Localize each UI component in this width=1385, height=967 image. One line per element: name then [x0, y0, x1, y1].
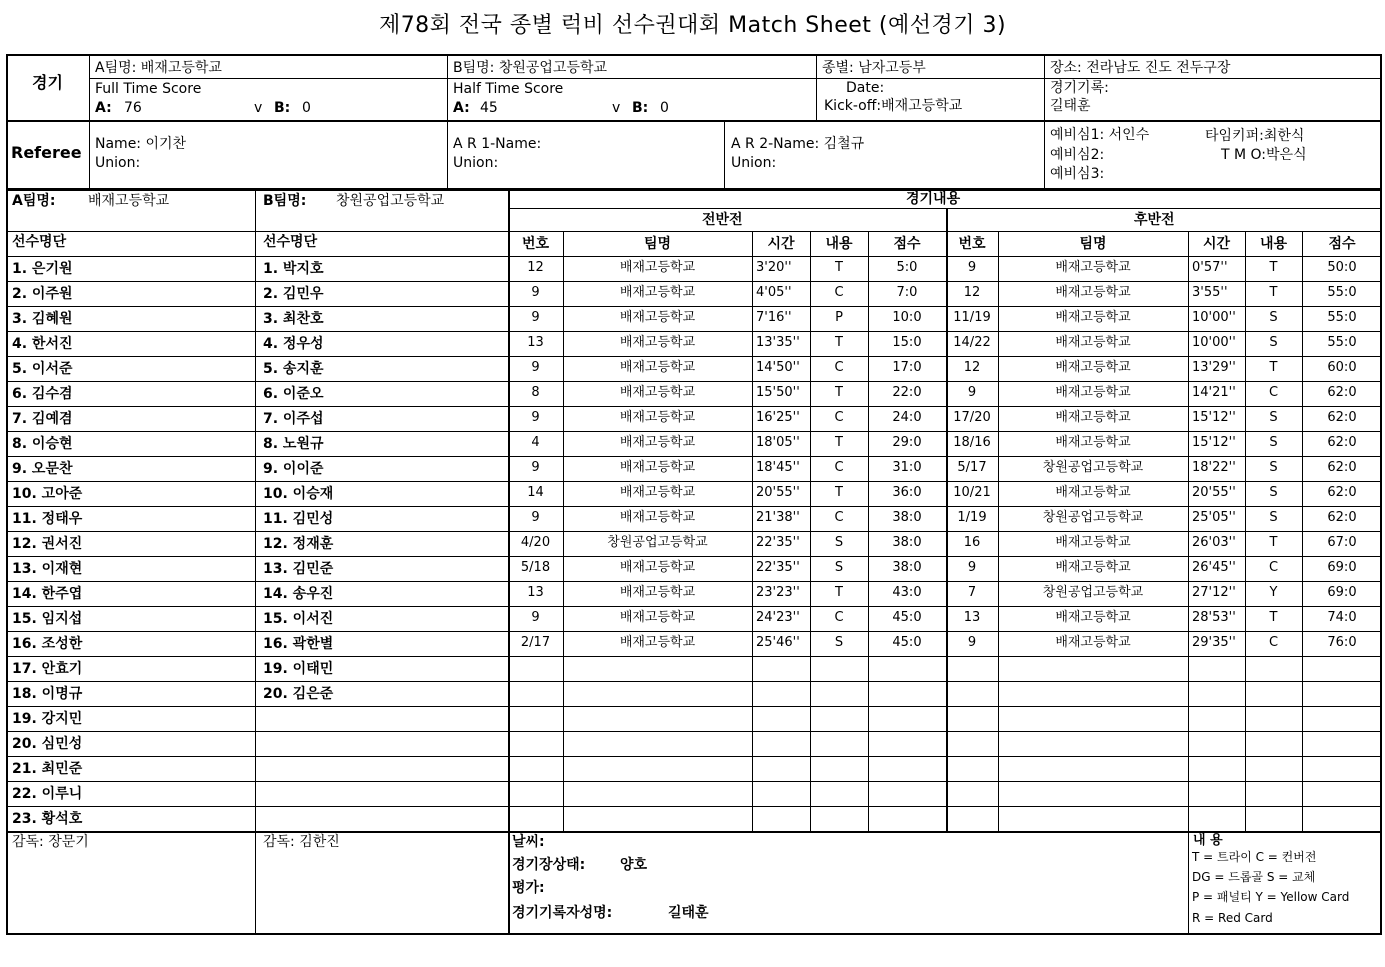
second-half-event-type: S	[1269, 510, 1278, 525]
second-half-event-type: S	[1269, 460, 1278, 475]
first-half-event-score: 29:0	[892, 435, 922, 450]
b-player: 15. 이서진	[263, 611, 334, 627]
second-half-event-team: 배재고등학교	[1055, 260, 1131, 275]
first-half-event-type: C	[834, 460, 844, 475]
second-half-event-time: 10'00''	[1192, 310, 1236, 325]
full-time-b-score: 0	[302, 100, 311, 116]
second-half-col-header: 시간	[1202, 236, 1231, 252]
half-time-b-label: B:	[632, 100, 649, 116]
first-half-event-team: 배재고등학교	[619, 335, 696, 350]
first-half-event-time: 18'45''	[756, 460, 800, 475]
first-half-event-score: 17:0	[892, 360, 922, 375]
first-half-event-number: 9	[531, 510, 540, 525]
second-half-event-team: 배재고등학교	[1055, 485, 1131, 500]
second-half-event-time: 18'22''	[1192, 460, 1236, 475]
b-player: 7. 이주섭	[263, 411, 324, 427]
first-half-event-team: 배재고등학교	[619, 460, 696, 475]
second-half-event-time: 29'35''	[1192, 635, 1236, 650]
weather-label: 날씨:	[512, 834, 545, 850]
second-half-event-time: 10'00''	[1192, 335, 1236, 350]
a-player: 18. 이명규	[12, 686, 83, 702]
first-half-event-team: 배재고등학교	[619, 410, 696, 425]
second-half-event-time: 28'53''	[1192, 610, 1236, 625]
full-time-v: v	[254, 100, 263, 116]
first-half-event-team: 배재고등학교	[619, 610, 696, 625]
second-half-event-type: C	[1268, 385, 1279, 400]
a-player: 6. 김수겸	[12, 386, 73, 402]
second-half-event-time: 27'12''	[1192, 585, 1236, 600]
second-half-event-team: 배재고등학교	[1055, 560, 1131, 575]
second-half-event-team: 배재고등학교	[1055, 385, 1131, 400]
second-half-event-time: 26'45''	[1192, 560, 1236, 575]
full-time-a-label: A:	[95, 100, 112, 116]
first-half-event-team: 배재고등학교	[619, 360, 696, 375]
second-half-event-type: S	[1269, 335, 1278, 350]
a-player: 3. 김혜원	[12, 311, 73, 327]
recorder-name: 길태훈	[1050, 98, 1091, 114]
a-player: 7. 김예겸	[12, 411, 73, 427]
first-half-event-number: 8	[531, 385, 540, 400]
first-half-event-type: S	[834, 635, 844, 650]
second-half-event-number: 17/20	[953, 410, 991, 425]
second-half-col-header: 점수	[1328, 236, 1356, 252]
a-player: 22. 이루니	[12, 786, 83, 802]
second-half-event-time: 20'55''	[1192, 485, 1236, 500]
second-half-event-team: 창원공업고등학교	[1042, 460, 1144, 475]
a-player: 16. 조성한	[12, 636, 83, 652]
second-half-event-score: 69:0	[1327, 560, 1357, 575]
second-half-event-team: 배재고등학교	[1055, 310, 1131, 325]
recorder-label: 경기기록:	[1050, 80, 1109, 96]
first-half-event-time: 14'50''	[756, 360, 800, 375]
first-half-event-number: 9	[531, 285, 540, 300]
half-time-a-score: 45	[480, 100, 498, 116]
first-half-event-time: 16'25''	[756, 410, 800, 425]
first-half-event-team: 배재고등학교	[619, 510, 696, 525]
first-half-event-team: 배재고등학교	[619, 585, 696, 600]
second-half-event-team: 배재고등학교	[1055, 335, 1131, 350]
ar1-name: A R 1-Name:	[453, 136, 542, 152]
second-half-event-team: 배재고등학교	[1055, 535, 1131, 550]
b-player: 1. 박지호	[263, 261, 324, 277]
tmo: T M O:박은식	[1221, 147, 1307, 163]
second-half-event-number: 9	[967, 560, 977, 575]
second-half-event-time: 14'21''	[1192, 385, 1236, 400]
second-half-event-number: 9	[967, 635, 977, 650]
referee-name: Name: 이기찬	[95, 136, 187, 152]
first-half-event-team: 배재고등학교	[619, 385, 696, 400]
b-player: 3. 최찬호	[263, 311, 324, 327]
second-half-event-number: 12	[963, 360, 981, 375]
a-player: 12. 권서진	[12, 536, 83, 552]
first-half-event-type: T	[835, 485, 843, 500]
first-half-event-type: C	[834, 610, 844, 625]
second-half-event-team: 배재고등학교	[1055, 610, 1131, 625]
a-player: 17. 안효기	[12, 661, 83, 677]
second-half-event-score: 62:0	[1327, 485, 1357, 500]
first-half-event-score: 38:0	[892, 560, 922, 575]
second-half-event-number: 9	[967, 385, 977, 400]
full-time-label: Full Time Score	[95, 81, 202, 97]
referee-union: Union:	[95, 155, 141, 171]
timekeeper: 타임키퍼:최한식	[1205, 128, 1305, 144]
second-half-event-team: 배재고등학교	[1055, 285, 1131, 300]
second-half-event-type: T	[1269, 535, 1278, 550]
b-player: 16. 곽한별	[263, 636, 334, 652]
first-half-col-header: 점수	[893, 236, 921, 252]
events-header: 경기내용	[906, 191, 961, 207]
b-player: 6. 이준오	[263, 386, 324, 402]
second-half-event-score: 50:0	[1327, 260, 1357, 275]
b-player: 13. 김민준	[263, 561, 334, 577]
second-half-event-score: 76:0	[1327, 635, 1357, 650]
ar1-union: Union:	[453, 155, 499, 171]
first-half-col-header: 팀명	[643, 236, 672, 252]
b-player: 8. 노원규	[263, 436, 324, 452]
second-half-event-type: T	[1269, 260, 1278, 275]
first-half-event-number: 9	[531, 610, 540, 625]
a-player: 8. 이승현	[12, 436, 73, 452]
first-half-event-score: 5:0	[896, 260, 918, 275]
second-half-event-number: 11/19	[953, 310, 991, 325]
second-half-event-number: 18/16	[953, 435, 991, 450]
game-label: 경기	[32, 73, 63, 92]
second-half-event-time: 25'05''	[1192, 510, 1236, 525]
second-half-event-number: 16	[963, 535, 981, 550]
second-half-event-score: 62:0	[1327, 385, 1357, 400]
b-player: 9. 이이준	[263, 461, 324, 477]
second-half-event-team: 배재고등학교	[1055, 635, 1131, 650]
first-half-event-number: 9	[531, 410, 540, 425]
second-half-col-header: 내용	[1259, 236, 1288, 252]
first-half-event-number: 13	[527, 335, 544, 350]
second-half-event-score: 62:0	[1327, 510, 1357, 525]
first-half-event-time: 4'05''	[756, 285, 792, 300]
b-player: 20. 김은준	[263, 686, 334, 702]
first-half-event-team: 배재고등학교	[619, 485, 696, 500]
a-player: 11. 정태우	[12, 511, 83, 527]
second-half-event-type: S	[1269, 310, 1278, 325]
first-half-event-type: T	[835, 385, 843, 400]
second-half-col-header: 번호	[958, 236, 986, 252]
first-half-event-score: 31:0	[892, 460, 922, 475]
first-half-event-score: 22:0	[892, 385, 922, 400]
first-half-event-team: 배재고등학교	[619, 260, 696, 275]
a-team-name: 배재고등학교	[88, 193, 170, 209]
first-half-event-number: 9	[531, 310, 540, 325]
b-player: 2. 김민우	[263, 286, 324, 302]
first-half-event-score: 45:0	[892, 635, 922, 650]
second-half-event-score: 67:0	[1327, 535, 1357, 550]
first-half-event-type: T	[835, 335, 843, 350]
second-half-event-score: 55:0	[1327, 285, 1357, 300]
first-half-event-time: 3'20''	[756, 260, 792, 275]
a-player: 10. 고아준	[12, 486, 83, 502]
first-half-event-team: 배재고등학교	[619, 635, 696, 650]
second-half-event-number: 10/21	[953, 485, 991, 500]
second-half-event-team: 배재고등학교	[1055, 410, 1131, 425]
first-half-event-time: 13'35''	[756, 335, 800, 350]
a-player: 5. 이서준	[12, 361, 73, 377]
second-half-event-number: 12	[963, 285, 981, 300]
second-half-event-number: 14/22	[953, 335, 991, 350]
a-roster-header: 선수명단	[12, 234, 67, 250]
first-half-event-team: 배재고등학교	[619, 310, 696, 325]
b-team-name: 창원공업고등학교	[336, 193, 445, 209]
second-half-event-time: 15'12''	[1192, 435, 1236, 450]
a-player: 23. 황석호	[12, 811, 83, 827]
first-half-event-team: 배재고등학교	[619, 560, 696, 575]
first-half-event-number: 14	[527, 485, 544, 500]
first-half-event-score: 24:0	[892, 410, 922, 425]
first-half-event-type: T	[835, 260, 843, 275]
a-player: 9. 오문찬	[12, 461, 73, 477]
evaluation-label: 평가:	[512, 880, 545, 896]
b-player: 11. 김민성	[263, 511, 334, 527]
reserve-referee-3: 예비심3:	[1050, 166, 1105, 182]
referee-label: Referee	[11, 143, 82, 162]
b-player: 12. 정재훈	[263, 536, 334, 552]
second-half-event-team: 배재고등학교	[1055, 360, 1131, 375]
first-half-event-number: 4/20	[520, 535, 551, 550]
second-half-col-header: 팀명	[1079, 236, 1107, 252]
first-half-event-team: 배재고등학교	[619, 435, 696, 450]
second-half-event-score: 60:0	[1327, 360, 1357, 375]
first-half-event-score: 38:0	[892, 510, 922, 525]
second-half-event-score: 62:0	[1327, 410, 1357, 425]
second-half-event-time: 3'55''	[1192, 285, 1228, 300]
first-half-event-type: C	[834, 360, 844, 375]
second-half-event-score: 55:0	[1327, 310, 1357, 325]
team-a-name: A팀명: 배재고등학교	[95, 60, 222, 76]
half-time-a-label: A:	[453, 100, 470, 116]
first-half-event-type: P	[835, 310, 843, 325]
second-half-event-type: C	[1268, 635, 1279, 650]
second-half-event-score: 74:0	[1327, 610, 1357, 625]
first-half-event-time: 23'23''	[756, 585, 800, 600]
first-half-event-time: 15'50''	[756, 385, 800, 400]
a-player: 2. 이주원	[12, 286, 73, 302]
first-half-event-number: 9	[531, 360, 540, 375]
first-half-col-header: 내용	[825, 236, 853, 252]
first-half-event-time: 18'05''	[756, 435, 800, 450]
second-half-event-type: Y	[1269, 585, 1278, 600]
second-half-event-team: 창원공업고등학교	[1042, 585, 1144, 600]
first-half-event-score: 7:0	[896, 285, 918, 300]
first-half-event-score: 15:0	[892, 335, 922, 350]
first-half-event-time: 21'38''	[756, 510, 800, 525]
a-player: 21. 최민준	[12, 761, 83, 777]
b-player: 4. 정우성	[263, 336, 324, 352]
a-player: 20. 심민성	[12, 736, 83, 752]
legend-line-4: R = Red Card	[1192, 911, 1273, 925]
b-coach: 감독: 김한진	[263, 834, 340, 850]
a-player: 13. 이재현	[12, 561, 83, 577]
second-half-event-type: S	[1269, 485, 1278, 500]
second-half-event-type: T	[1269, 610, 1278, 625]
second-half-event-time: 13'29''	[1192, 360, 1236, 375]
second-half-event-type: S	[1269, 435, 1278, 450]
second-half-event-type: C	[1268, 560, 1279, 575]
second-half-event-time: 15'12''	[1192, 410, 1236, 425]
venue: 장소: 전라남도 진도 전두구장	[1050, 60, 1231, 76]
second-half-event-score: 55:0	[1327, 335, 1357, 350]
legend-line-3: P = 패널티 Y = Yellow Card	[1192, 890, 1350, 904]
b-player: 10. 이승재	[263, 486, 334, 502]
second-half-event-type: S	[1269, 410, 1278, 425]
half-time-label: Half Time Score	[453, 81, 564, 97]
a-player: 15. 임지섭	[12, 611, 83, 627]
first-half-event-type: C	[834, 510, 844, 525]
first-half-event-team: 배재고등학교	[619, 285, 696, 300]
second-half-event-score: 62:0	[1327, 460, 1357, 475]
first-half-event-time: 22'35''	[756, 560, 800, 575]
reserve-referee-2: 예비심2:	[1050, 147, 1105, 163]
first-half-event-number: 13	[527, 585, 544, 600]
second-half-event-number: 13	[963, 610, 981, 625]
first-half-event-type: T	[835, 435, 843, 450]
date-label: Date:	[846, 80, 885, 96]
first-half-event-number: 12	[527, 260, 544, 275]
second-half-event-time: 26'03''	[1192, 535, 1236, 550]
second-half-header: 후반전	[1134, 212, 1175, 228]
first-half-event-score: 10:0	[892, 310, 922, 325]
first-half-event-number: 9	[531, 460, 540, 475]
a-player: 1. 은기원	[12, 261, 73, 277]
first-half-event-score: 45:0	[892, 610, 922, 625]
first-half-event-type: C	[834, 285, 844, 300]
first-half-col-header: 시간	[767, 236, 795, 252]
second-half-event-score: 69:0	[1327, 585, 1357, 600]
second-half-event-team: 창원공업고등학교	[1042, 510, 1144, 525]
first-half-header: 전반전	[702, 212, 743, 228]
legend-title: 내 용	[1193, 833, 1223, 848]
first-half-event-time: 25'46''	[756, 635, 800, 650]
a-player: 14. 한주엽	[12, 586, 83, 602]
first-half-event-number: 4	[531, 435, 540, 450]
b-player: 5. 송지훈	[263, 361, 324, 377]
b-player: 19. 이태민	[263, 661, 334, 677]
first-half-event-type: C	[834, 410, 844, 425]
division: 종별: 남자고등부	[822, 60, 926, 76]
second-half-event-type: T	[1269, 285, 1278, 300]
ground-condition-label: 경기장상태:	[512, 857, 586, 873]
reserve-referee-1: 예비심1: 서인수	[1050, 127, 1150, 143]
second-half-event-number: 7	[967, 585, 977, 600]
full-time-a-score: 76	[124, 100, 142, 116]
kickoff: Kick-off:배재고등학교	[824, 98, 963, 114]
first-half-col-header: 번호	[521, 236, 550, 252]
second-half-event-number: 5/17	[957, 460, 987, 475]
first-half-event-time: 22'35''	[756, 535, 800, 550]
second-half-event-number: 1/19	[957, 510, 987, 525]
b-player: 14. 송우진	[263, 586, 334, 602]
b-team-label: B팀명:	[263, 193, 307, 209]
second-half-event-time: 0'57''	[1192, 260, 1228, 275]
first-half-event-type: S	[834, 560, 844, 575]
a-coach: 감독: 장문기	[12, 834, 89, 850]
b-roster-header: 선수명단	[263, 234, 318, 250]
first-half-event-number: 5/18	[520, 560, 551, 575]
record-writer-label: 경기기록자성명:	[512, 905, 613, 921]
a-player: 19. 강지민	[12, 711, 83, 727]
first-half-event-team: 창원공업고등학교	[607, 535, 708, 550]
ar2-name: A R 2-Name: 김철규	[731, 136, 865, 152]
half-time-v: v	[612, 100, 621, 116]
second-half-event-score: 62:0	[1327, 435, 1357, 450]
first-half-event-score: 36:0	[892, 485, 922, 500]
a-player: 4. 한서진	[12, 336, 73, 352]
page-title: 제78회 전국 종별 럭비 선수권대회 Match Sheet (예선경기 3)	[378, 13, 1007, 38]
first-half-event-time: 7'16''	[756, 310, 792, 325]
record-writer-value: 길태훈	[668, 905, 709, 921]
first-half-event-type: T	[835, 585, 843, 600]
first-half-event-time: 20'55''	[756, 485, 800, 500]
first-half-event-number: 2/17	[520, 635, 551, 650]
second-half-event-type: T	[1269, 360, 1278, 375]
first-half-event-score: 38:0	[892, 535, 922, 550]
ar2-union: Union:	[731, 155, 777, 171]
legend-line-1: T = 트라이 C = 컨버전	[1192, 850, 1317, 864]
first-half-event-type: S	[834, 535, 844, 550]
half-time-b-score: 0	[660, 100, 669, 116]
legend-line-2: DG = 드롭골 S = 교체	[1192, 870, 1316, 884]
full-time-b-label: B:	[274, 100, 291, 116]
first-half-event-time: 24'23''	[756, 610, 800, 625]
second-half-event-number: 9	[967, 260, 977, 275]
second-half-event-team: 배재고등학교	[1055, 435, 1131, 450]
team-b-name: B팀명: 창원공업고등학교	[453, 60, 608, 76]
first-half-event-score: 43:0	[892, 585, 922, 600]
ground-condition-value: 양호	[620, 857, 648, 873]
a-team-label: A팀명:	[12, 193, 56, 209]
